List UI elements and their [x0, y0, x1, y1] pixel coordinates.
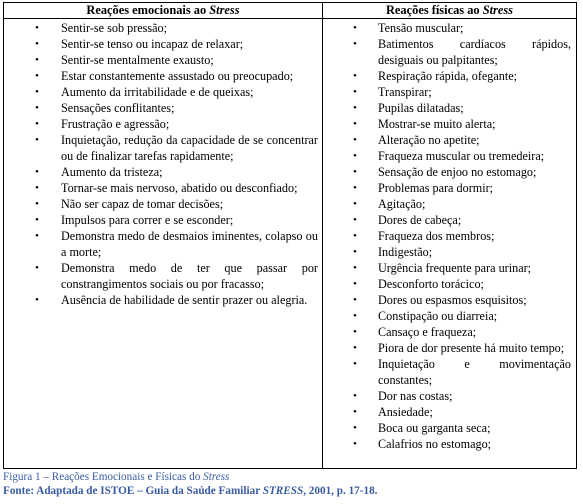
figure-caption	[3, 471, 229, 484]
list-item-text: Fraqueza dos membros;	[378, 229, 495, 243]
list-item	[4, 100, 322, 116]
list-item-text: Calafrios no estomago;	[378, 437, 492, 451]
list-item-text: Demonstra medo de desmaios iminentes, colapso ou a morte;	[61, 229, 318, 259]
list-item	[323, 436, 576, 452]
physical-header-text: Reações físicas ao	[385, 3, 483, 17]
list-item-text: Impulsos para correr e se esconder;	[61, 213, 234, 227]
list-item	[323, 68, 576, 84]
bullet-icon: •	[353, 278, 357, 290]
bullet-icon: •	[353, 246, 357, 258]
bullet-icon: •	[35, 262, 39, 274]
list-item-text: Desconforto torácico;	[378, 277, 484, 291]
list-item-text: Aumento da tristeza;	[61, 165, 163, 179]
list-item-text: Tornar-se mais nervoso, abatido ou desconfiado;	[61, 181, 298, 195]
bullet-icon: •	[353, 198, 357, 210]
list-item-text: Frustração e agressão;	[61, 117, 170, 131]
list-item-text: Não ser capaz de tomar decisões;	[61, 197, 224, 211]
list-item-text: Ansiedade;	[378, 405, 433, 419]
list-item-text: Agitação;	[378, 197, 426, 211]
emotional-header-text: Reações emocionais ao	[86, 3, 210, 17]
list-item-text: Mostrar-se muito alerta;	[378, 117, 496, 131]
list-item-text: Cansaço e fraqueza;	[378, 325, 477, 339]
list-item-text: Dores de cabeça;	[378, 213, 462, 227]
source-caption-text: Fonte: Adaptada de ISTOE – Guia da Saúde Familiar	[3, 485, 263, 497]
list-item-text: Sentir-se sob pressão;	[61, 21, 168, 35]
list-item	[323, 292, 576, 308]
bullet-icon: •	[353, 102, 357, 114]
bullet-icon: •	[35, 22, 39, 34]
list-item	[323, 100, 576, 116]
list-item	[323, 324, 576, 340]
list-item	[323, 276, 576, 292]
list-item	[4, 212, 322, 228]
bullet-icon: •	[35, 182, 39, 194]
source-caption-suffix: , 2001, p. 17-18.	[303, 485, 378, 497]
bullet-icon: •	[353, 150, 357, 162]
stress-reactions-table	[3, 2, 577, 469]
list-item	[323, 260, 576, 276]
list-item	[4, 292, 322, 308]
list-item	[323, 20, 576, 36]
bullet-icon: •	[353, 342, 357, 354]
list-item-text: Sentir-se mentalmente exausto;	[61, 53, 214, 67]
source-caption	[3, 485, 377, 498]
list-item	[323, 340, 576, 356]
list-item-text: Inquietação, redução da capacidade de se concentrar ou de finalizar tarefas rapidamente;	[61, 133, 318, 163]
list-item-text: Estar constantemente assustado ou preocupado;	[61, 69, 294, 83]
bullet-icon: •	[35, 86, 39, 98]
list-item-text: Sensações conflitantes;	[61, 101, 175, 115]
physical-reactions-header	[323, 3, 576, 19]
list-item-text: Transpirar;	[378, 85, 432, 99]
physical-reactions-column	[323, 3, 576, 468]
bullet-icon: •	[35, 102, 39, 114]
list-item-text: Dor nas costas;	[378, 389, 453, 403]
list-item-text: Problemas para dormir;	[378, 181, 494, 195]
source-caption-emphasis: STRESS	[262, 485, 304, 497]
bullet-icon: •	[35, 38, 39, 50]
list-item-text: Piora de dor presente há muito tempo;	[378, 341, 565, 355]
bullet-icon: •	[353, 230, 357, 242]
list-item-text: Pupilas dilatadas;	[378, 101, 464, 115]
bullet-icon: •	[35, 294, 39, 306]
physical-reactions-list	[323, 19, 576, 452]
bullet-icon: •	[353, 262, 357, 274]
bullet-icon: •	[353, 166, 357, 178]
bullet-icon: •	[353, 182, 357, 194]
list-item	[4, 132, 322, 164]
list-item	[323, 148, 576, 164]
list-item-text: Sensação de enjoo no estomago;	[378, 165, 537, 179]
bullet-icon: •	[35, 54, 39, 66]
bullet-icon: •	[35, 134, 39, 146]
list-item-text: Ausência de habilidade de sentir prazer ou alegria.	[61, 293, 308, 307]
list-item	[4, 52, 322, 68]
list-item-text: Constipação ou diarreia;	[378, 309, 498, 323]
bullet-icon: •	[35, 198, 39, 210]
figure-caption-emphasis: Stress	[203, 471, 230, 483]
physical-header-emphasis: Stress	[482, 3, 513, 17]
list-item	[4, 260, 322, 292]
list-item	[4, 196, 322, 212]
list-item	[323, 244, 576, 260]
list-item	[323, 308, 576, 324]
emotional-reactions-list	[4, 19, 322, 308]
list-item-text: Urgência frequente para urinar;	[378, 261, 532, 275]
list-item-text: Boca ou garganta seca;	[378, 421, 491, 435]
bullet-icon: •	[353, 422, 357, 434]
bullet-icon: •	[353, 22, 357, 34]
list-item	[323, 228, 576, 244]
list-item	[323, 116, 576, 132]
list-item	[4, 20, 322, 36]
list-item	[323, 132, 576, 148]
list-item	[323, 388, 576, 404]
bullet-icon: •	[35, 230, 39, 242]
bullet-icon: •	[353, 358, 357, 370]
list-item-text: Fraqueza muscular ou tremedeira;	[378, 149, 545, 163]
bullet-icon: •	[353, 134, 357, 146]
bullet-icon: •	[353, 38, 357, 50]
bullet-icon: •	[353, 438, 357, 450]
list-item-text: Inquietação e movimentação constantes;	[378, 357, 571, 387]
list-item	[323, 196, 576, 212]
bullet-icon: •	[353, 326, 357, 338]
list-item-text: Aumento da irritabilidade e de queixas;	[61, 85, 254, 99]
list-item	[323, 180, 576, 196]
bullet-icon: •	[353, 406, 357, 418]
bullet-icon: •	[35, 214, 39, 226]
bullet-icon: •	[353, 390, 357, 402]
bullet-icon: •	[35, 70, 39, 82]
bullet-icon: •	[353, 86, 357, 98]
list-item	[4, 116, 322, 132]
list-item	[4, 68, 322, 84]
list-item-text: Dores ou espasmos esquisitos;	[378, 293, 527, 307]
bullet-icon: •	[35, 166, 39, 178]
list-item	[4, 84, 322, 100]
list-item-text: Sentir-se tenso ou incapaz de relaxar;	[61, 37, 244, 51]
emotional-header-emphasis: Stress	[209, 3, 240, 17]
bullet-icon: •	[353, 70, 357, 82]
list-item-text: Tensão muscular;	[378, 21, 464, 35]
bullet-icon: •	[353, 118, 357, 130]
list-item	[4, 180, 322, 196]
list-item-text: Batimentos cardíacos rápidos, desiguais ou palpitantes;	[378, 37, 571, 67]
list-item	[4, 164, 322, 180]
list-item	[323, 84, 576, 100]
list-item-text: Respiração rápida, ofegante;	[378, 69, 518, 83]
bullet-icon: •	[35, 118, 39, 130]
list-item	[323, 420, 576, 436]
list-item	[323, 164, 576, 180]
list-item	[4, 228, 322, 260]
emotional-reactions-column	[4, 3, 323, 468]
figure-caption-text: Figura 1 – Reações Emocionais e Físicas do	[3, 471, 204, 483]
list-item	[323, 356, 576, 388]
list-item	[4, 36, 322, 52]
bullet-icon: •	[353, 294, 357, 306]
list-item-text: Alteração no apetite;	[378, 133, 480, 147]
list-item-text: Indigestão;	[378, 245, 433, 259]
emotional-reactions-header	[4, 3, 322, 19]
bullet-icon: •	[353, 214, 357, 226]
list-item	[323, 212, 576, 228]
list-item-text: Demonstra medo de ter que passar por constrangimentos sociais ou por fracasso;	[61, 261, 318, 291]
list-item	[323, 404, 576, 420]
bullet-icon: •	[353, 310, 357, 322]
list-item	[323, 36, 576, 68]
